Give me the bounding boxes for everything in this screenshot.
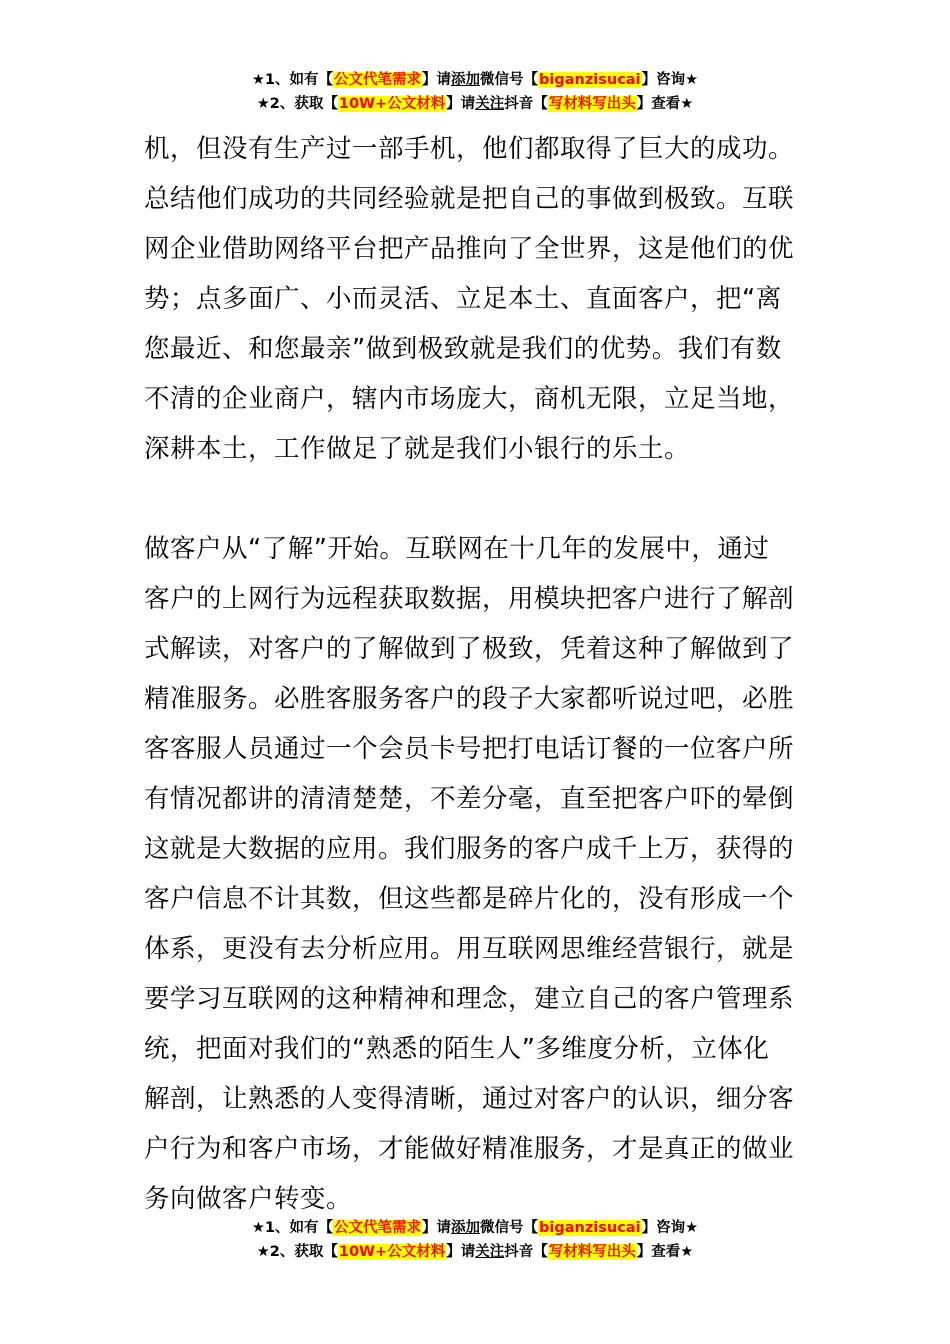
text-line: 总结他们成功的共同经验就是把自己的事做到极致。互联 bbox=[144, 184, 795, 214]
highlight-wechat-id: biganzisucai bbox=[539, 1220, 641, 1236]
footer-banner bbox=[0, 1216, 950, 1264]
header-banner bbox=[0, 68, 950, 116]
text-line: 做客户从“了解”开始。互联网在十几年的发展中，通过 bbox=[144, 534, 770, 564]
text-line: 统，把面对我们的“熟悉的陌生人”多维度分析，立体化 bbox=[144, 1034, 770, 1064]
text-line: 不清的企业商户，辖内市场庞大，商机无限，立足当地， bbox=[144, 384, 795, 414]
highlight-ghostwriting: 公文代笔需求 bbox=[334, 72, 422, 88]
highlight-douyin: 写材料写出头 bbox=[548, 96, 636, 112]
text-line: 深耕本土，工作做足了就是我们小银行的乐土。 bbox=[144, 434, 691, 464]
text-line: 势；点多面广、小而灵活、立足本土、直面客户，把“离 bbox=[144, 284, 782, 314]
text-line: 体系，更没有去分析应用。用互联网思维经营银行，就是 bbox=[144, 934, 795, 964]
paragraph-2 bbox=[144, 524, 814, 1224]
banner-line-2: ★2、获取【10W+公文材料】请关注抖音【写材料写出头】查看★ bbox=[256, 96, 694, 112]
text-line: 式解读，对客户的了解做到了极致，凭着这种了解做到了 bbox=[144, 634, 795, 664]
highlight-materials: 10W+公文材料 bbox=[338, 96, 446, 112]
text-line: 要学习互联网的这种精神和理念，建立自己的客户管理系 bbox=[144, 984, 795, 1014]
highlight-materials: 10W+公文材料 bbox=[338, 1244, 446, 1260]
banner-line-2: ★2、获取【10W+公文材料】请关注抖音【写材料写出头】查看★ bbox=[256, 1244, 694, 1260]
text-line: 网企业借助网络平台把产品推向了全世界，这是他们的优 bbox=[144, 234, 795, 264]
banner-line-1: ★1、如有【公文代笔需求】请添加微信号【biganzisucai】咨询★ bbox=[251, 1220, 699, 1236]
text-line: 机，但没有生产过一部手机，他们都取得了巨大的成功。 bbox=[144, 134, 795, 164]
text-line: 客户信息不计其数，但这些都是碎片化的，没有形成一个 bbox=[144, 884, 795, 914]
paragraph-1 bbox=[144, 124, 814, 474]
text-line: 客户的上网行为远程获取数据，用模块把客户进行了解剖 bbox=[144, 584, 795, 614]
banner-line-1: ★1、如有【公文代笔需求】请添加微信号【biganzisucai】咨询★ bbox=[251, 72, 699, 88]
document-body bbox=[144, 124, 814, 1224]
highlight-wechat-id: biganzisucai bbox=[539, 72, 641, 88]
text-line: 您最近、和您最亲”做到极致就是我们的优势。我们有数 bbox=[144, 334, 782, 364]
paragraph-spacer bbox=[144, 474, 814, 524]
text-line: 务向做客户转变。 bbox=[144, 1184, 353, 1214]
text-line: 这就是大数据的应用。我们服务的客户成千上万，获得的 bbox=[144, 834, 795, 864]
text-line: 解剖，让熟悉的人变得清晰，通过对客户的认识，细分客 bbox=[144, 1084, 795, 1114]
highlight-ghostwriting: 公文代笔需求 bbox=[334, 1220, 422, 1236]
text-line: 户行为和客户市场，才能做好精准服务，才是真正的做业 bbox=[144, 1134, 795, 1164]
highlight-douyin: 写材料写出头 bbox=[548, 1244, 636, 1260]
text-line: 有情况都讲的清清楚楚，不差分毫，直至把客户吓的晕倒 bbox=[144, 784, 795, 814]
text-line: 精准服务。必胜客服务客户的段子大家都听说过吧，必胜 bbox=[144, 684, 795, 714]
text-line: 客客服人员通过一个会员卡号把打电话订餐的一位客户所 bbox=[144, 734, 795, 764]
